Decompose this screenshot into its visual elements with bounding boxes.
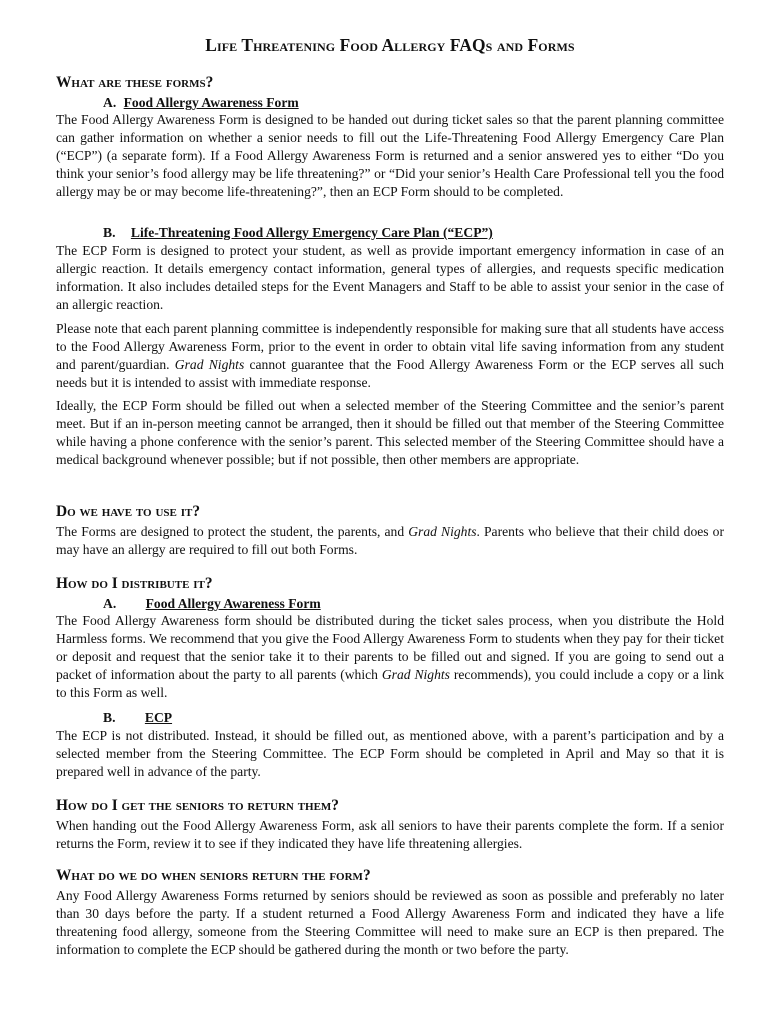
subheading-a-awareness — [103, 94, 299, 111]
note-text: Please note that each parent planning committee is independently responsible for making sure that all students have access to the Food Allergy Awareness Form, prior to the event in order to obtain vital life saving information from any student and parent/guardian. — [56, 321, 724, 373]
paragraph-returned: Any Food Allergy Awareness Forms returned by seniors should be reviewed as soon as possible and preferably no later than 30 days before the party. If a student returned a Food Allergy Awareness Form and indicated they have a life threatening food allergy, someone from the Steering Committee will need to make sure an ECP is then prepared. The information to complete the ECP should be gathered during the month or two before the party. — [56, 888, 724, 958]
note-text-cont: cannot guarantee that the Food Allergy Awareness Form or the ECP serves all such needs but it is intended to assist with immediate response. — [56, 357, 724, 391]
subheading-letter: A. — [103, 95, 117, 110]
paragraph-ecp-form: The ECP Form is designed to protect your student, as well as provide important emergency information in case of an allergic reaction. It details emergency contact information, general types of allergies, and requests specific medication information. It also includes detailed steps for the Event Managers and Staff to be able to assist your senior in the case of an allergic reaction. — [56, 243, 724, 313]
subheading-letter: B. — [103, 710, 116, 725]
subheading-letter: A. — [103, 596, 117, 611]
subheading-title: Food Allergy Awareness Form — [145, 596, 321, 611]
distribute-text-cont: recommends), you could include a copy or a link to this Form as well. — [56, 667, 724, 701]
distribute-text: The Food Allergy Awareness form should be distributed during the ticket sales process, when you distribute the Hold Harmless forms. We recommend that you give the Food Allergy Awareness Form to students when they pay for their ticket or deposit and request that the senior take it to their parents to be filled out and signed. If you are going to send out a packet of information about the party to all parents (which — [56, 613, 724, 683]
section-heading-use: Do we have to use it? — [56, 503, 201, 520]
paragraph-ideally: Ideally, the ECP Form should be filled out when a selected member of the Steering Committee and the senior’s parent meet. But if an in-person meeting cannot be arranged, then it should be filled out that member of the Steering Committee while having a phone conference with the senior’s parent. This selected member of the Steering Committee should have a medical background whenever possible; but if not possible, then other members are appropriate. — [56, 398, 724, 468]
use-emphasis: Grad Nights — [408, 524, 477, 539]
paragraph-distribute-awareness — [56, 612, 724, 702]
section-heading-what: What are these forms? — [56, 74, 214, 91]
note-emphasis: Grad Nights — [174, 357, 245, 373]
subheading-title: Food Allergy Awareness Form — [123, 95, 299, 110]
paragraph-note — [56, 320, 724, 392]
paragraph-awareness-form: The Food Allergy Awareness Form is designed to be handed out during ticket sales so that the parent planning committee can gather information on whether a senior needs to fill out the Life-Threatening Food Allergy Emergency Care Plan (“ECP”) (a separate form). If a Food Allergy Awareness Form is returned and a senior answered yes to either “Do you think your senior’s food allergy may be life threatening?” or “Did your senior’s Health Care Professional tell you the food allergy may be or may become life-threatening?”, then an ECP Form should to be completed. — [56, 112, 724, 200]
use-text-cont: . Parents who believe that their child does or may have an allergy are required to fill out both Forms. — [56, 524, 724, 558]
subheading-letter: B. — [103, 225, 116, 240]
distribute-emphasis: Grad Nights — [381, 667, 450, 683]
section-heading-returned: What do we do when seniors return the form? — [56, 867, 371, 884]
section-heading-return: How do I get the seniors to return them? — [56, 797, 340, 814]
subheading-b-ecp — [103, 224, 493, 241]
paragraph-distribute-ecp: The ECP is not distributed. Instead, it should be filled out, as mentioned above, with a parent’s participation and by a selected member from the Steering Committee. The ECP Form should be completed in April and May so that it is prepared well in advance of the party. — [56, 728, 724, 780]
subheading-title: ECP — [144, 710, 173, 725]
page-title: Life Threatening Food Allergy FAQs and Forms — [205, 35, 575, 55]
subheading-b-distribute — [103, 709, 172, 726]
section-heading-distribute: How do I distribute it? — [56, 575, 213, 592]
subheading-title: Life-Threatening Food Allergy Emergency Care Plan (“ECP”) — [130, 225, 493, 240]
use-text: The Forms are designed to protect the student, the parents, and — [56, 524, 405, 539]
subheading-a-distribute — [103, 595, 321, 612]
paragraph-return: When handing out the Food Allergy Awareness Form, ask all seniors to have their parents complete the form. If a senior returns the Form, review it to see if they indicated they have life threatening allergies. — [56, 818, 724, 852]
paragraph-use — [56, 523, 724, 559]
